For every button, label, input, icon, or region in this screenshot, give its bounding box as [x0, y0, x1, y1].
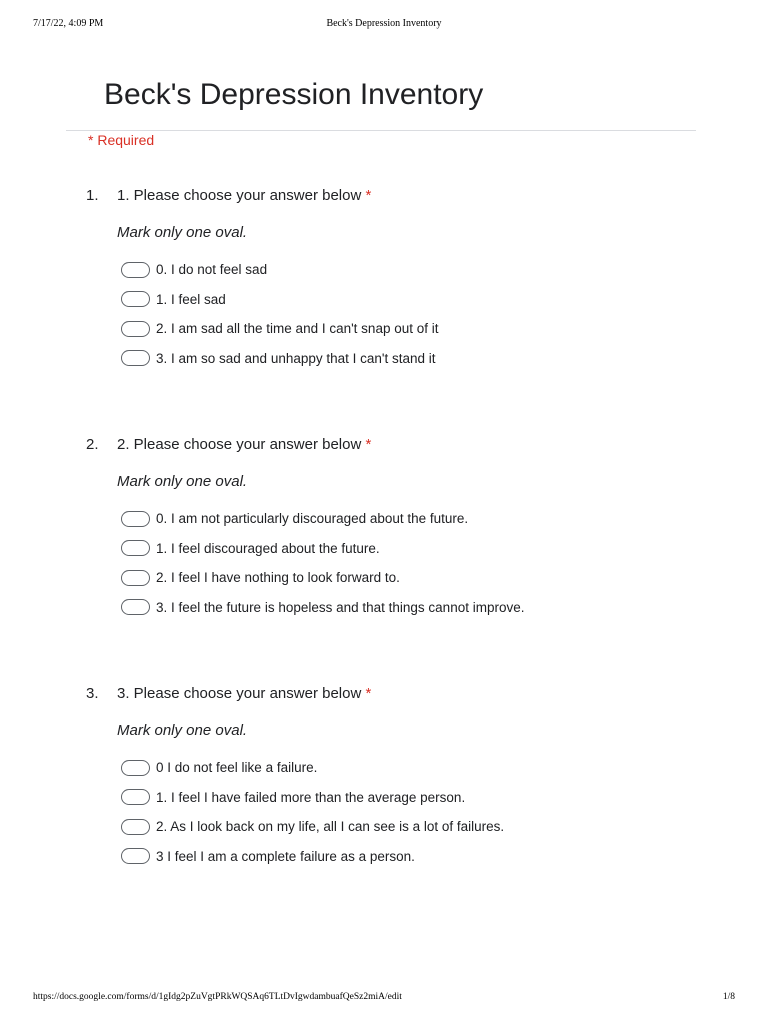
- option-2[interactable]: [121, 314, 439, 344]
- option-1[interactable]: [121, 534, 524, 564]
- radio-oval[interactable]: [121, 789, 150, 805]
- print-datetime: 7/17/22, 4:09 PM: [33, 18, 104, 29]
- question-title: 2. Please choose your answer below *: [117, 436, 372, 453]
- option-3[interactable]: [121, 344, 439, 374]
- option-label: 3. I am so sad and unhappy that I can't stand it: [156, 350, 436, 366]
- radio-oval[interactable]: [121, 350, 150, 366]
- question-3: [0, 685, 768, 885]
- option-label: 3. I feel the future is hopeless and that things cannot improve.: [156, 599, 525, 615]
- footer-url: https://docs.google.com/forms/d/1gIdg2pZuVgtPRkWQSAq6TLtDvIgwdambuafQeSz2miA/edit: [33, 992, 402, 1002]
- option-label: 1. I feel discouraged about the future.: [156, 540, 380, 556]
- radio-oval[interactable]: [121, 291, 150, 307]
- title-divider: [66, 130, 696, 131]
- radio-oval[interactable]: [121, 540, 150, 556]
- option-label: 2. I feel I have nothing to look forward to.: [156, 570, 400, 586]
- option-label: 0. I do not feel sad: [156, 262, 268, 278]
- option-label: 0. I am not particularly discouraged about the future.: [156, 511, 469, 527]
- option-2[interactable]: [121, 563, 524, 593]
- print-header: [0, 18, 768, 32]
- option-label: 2. I am sad all the time and I can't snap out of it: [156, 321, 439, 337]
- radio-oval[interactable]: [121, 570, 150, 586]
- print-doc-title: Beck's Depression Inventory: [326, 18, 442, 29]
- radio-oval[interactable]: [121, 848, 150, 864]
- option-label: 2. As I look back on my life, all I can see is a lot of failures.: [156, 819, 505, 835]
- question-1: [0, 187, 768, 387]
- radio-oval[interactable]: [121, 511, 150, 527]
- radio-oval[interactable]: [121, 321, 150, 337]
- option-3[interactable]: [121, 593, 524, 623]
- required-star: *: [365, 436, 372, 453]
- option-label: 3 I feel I am a complete failure as a person.: [156, 848, 415, 864]
- options-list: [121, 504, 524, 622]
- print-footer: [0, 992, 768, 1006]
- question-number: 1.: [86, 187, 99, 204]
- radio-oval[interactable]: [121, 599, 150, 615]
- option-0[interactable]: [121, 255, 439, 285]
- option-1[interactable]: [121, 783, 504, 813]
- option-1[interactable]: [121, 285, 439, 315]
- radio-oval[interactable]: [121, 262, 150, 278]
- required-note: * Required: [88, 132, 155, 148]
- question-hint: Mark only one oval.: [117, 224, 248, 241]
- option-0[interactable]: [121, 504, 524, 534]
- required-star: *: [365, 685, 372, 702]
- question-number: 3.: [86, 685, 99, 702]
- option-3[interactable]: [121, 842, 504, 872]
- question-title: 1. Please choose your answer below *: [117, 187, 372, 204]
- question-hint: Mark only one oval.: [117, 473, 248, 490]
- option-label: 1. I feel sad: [156, 291, 226, 307]
- question-2: [0, 436, 768, 636]
- option-label: 1. I feel I have failed more than the average person.: [156, 789, 466, 805]
- radio-oval[interactable]: [121, 760, 150, 776]
- form-title: Beck's Depression Inventory: [104, 78, 484, 111]
- radio-oval[interactable]: [121, 819, 150, 835]
- option-label: 0 I do not feel like a failure.: [156, 760, 318, 776]
- option-2[interactable]: [121, 812, 504, 842]
- question-title: 3. Please choose your answer below *: [117, 685, 372, 702]
- options-list: [121, 753, 504, 871]
- question-number: 2.: [86, 436, 99, 453]
- required-star: *: [365, 187, 372, 204]
- option-0[interactable]: [121, 753, 504, 783]
- question-hint: Mark only one oval.: [117, 722, 248, 739]
- options-list: [121, 255, 439, 373]
- page-number: 1/8: [722, 992, 735, 1002]
